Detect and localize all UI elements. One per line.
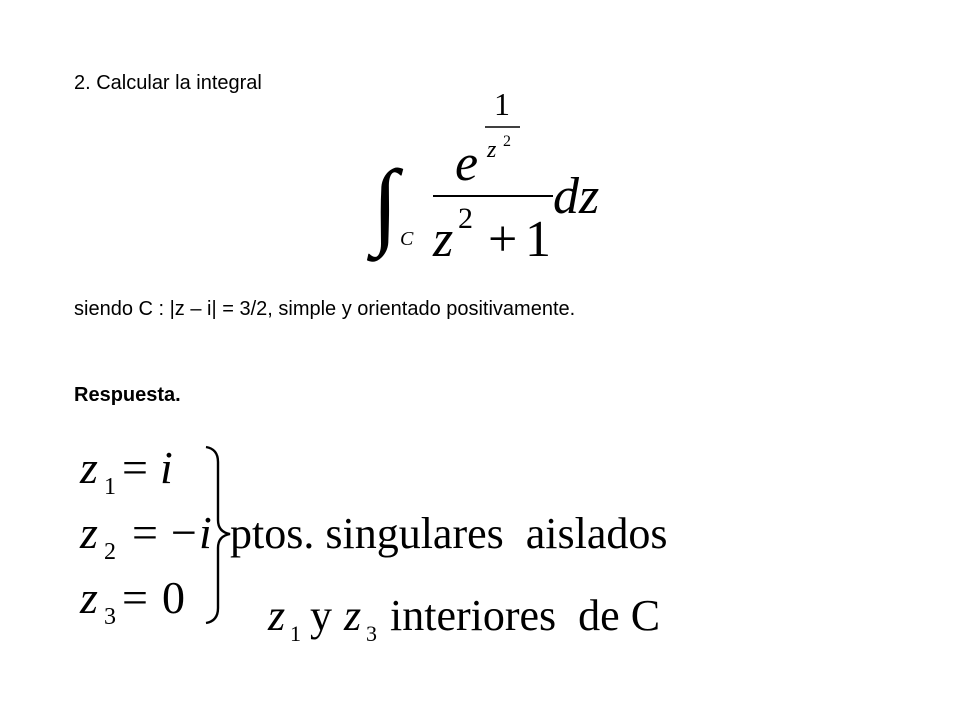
singular-point-2 xyxy=(79,507,212,565)
problem-title: 2. Calcular la integral xyxy=(74,72,262,94)
differential: dz xyxy=(553,168,600,225)
point-var: z xyxy=(80,572,98,623)
integral-sign: ∫ xyxy=(372,150,399,257)
point-var: z xyxy=(80,442,98,493)
numerator-base: e xyxy=(455,135,479,192)
point-sub: 3 xyxy=(104,604,116,630)
problem-condition: siendo C : |z – i| = 3/2, simple y orientado positivamente. xyxy=(74,298,576,320)
interior-z3-var: z xyxy=(344,591,362,640)
denominator-plus: + xyxy=(488,211,518,268)
point-value: −i xyxy=(168,507,212,558)
point-sub: 2 xyxy=(104,539,116,565)
point-eq: = xyxy=(122,572,148,623)
point-value: i xyxy=(160,442,173,493)
point-value: 0 xyxy=(162,572,185,623)
interior-z3-sub: 3 xyxy=(366,621,377,646)
interior-points-line xyxy=(267,591,660,646)
brace-label: ptos. singulares aislados xyxy=(230,509,668,558)
exponent-numerator: 1 xyxy=(494,86,510,122)
denominator-power: 2 xyxy=(458,202,473,235)
denominator-const: 1 xyxy=(525,211,551,268)
point-eq: = xyxy=(122,442,148,493)
interior-text: interiores de C xyxy=(390,591,661,640)
answer-heading: Respuesta. xyxy=(74,384,181,406)
point-sub: 1 xyxy=(104,474,116,500)
singular-point-3 xyxy=(79,572,185,630)
exponent-denominator-var: z xyxy=(487,137,497,163)
singular-point-1 xyxy=(79,442,173,500)
point-eq: = xyxy=(132,507,158,558)
interior-z1-sub: 1 xyxy=(290,621,301,646)
interior-z1-var: z xyxy=(268,591,286,640)
denominator-var: z xyxy=(433,211,454,268)
contour-label: C xyxy=(400,228,414,250)
exponent-denominator-power: 2 xyxy=(503,133,511,150)
point-var: z xyxy=(80,507,98,558)
interior-y: y xyxy=(310,591,332,640)
